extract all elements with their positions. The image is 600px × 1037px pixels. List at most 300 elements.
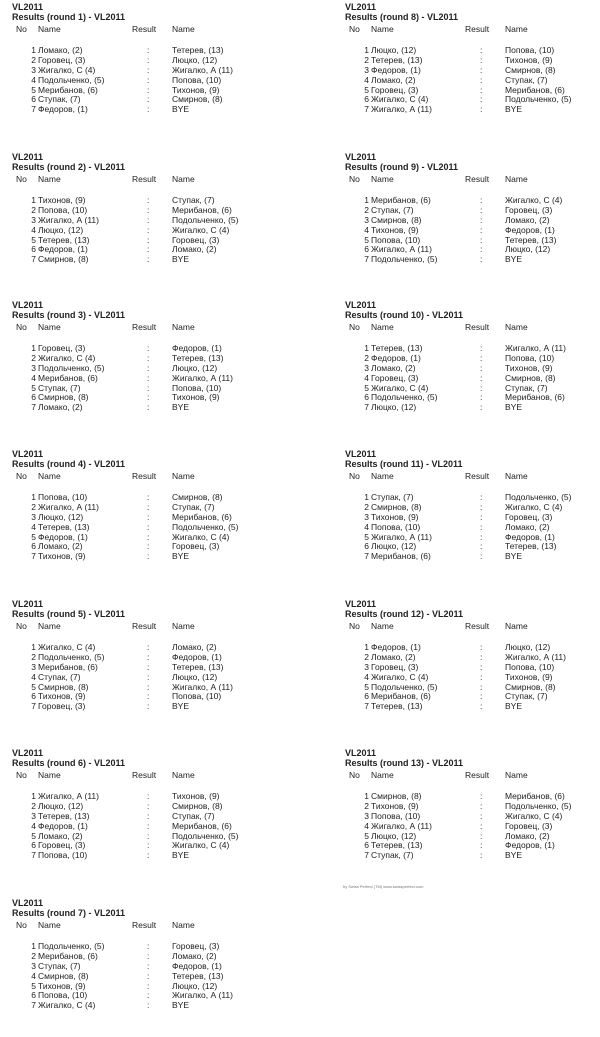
white-player: Люцко, (12) bbox=[38, 224, 84, 235]
black-player: Жигалко, С (4) bbox=[505, 195, 563, 205]
board-number: 2 bbox=[31, 204, 36, 215]
result-separator: : bbox=[147, 990, 150, 1001]
black-player: Ломако, (2) bbox=[172, 642, 217, 652]
white-player: Жигалко, С (4) bbox=[38, 352, 96, 363]
board-number: 6 bbox=[31, 244, 36, 255]
board-number: 1 bbox=[31, 45, 36, 55]
round-block bbox=[12, 152, 292, 265]
white-player: Горовец, (3) bbox=[38, 701, 86, 712]
result-separator: : bbox=[147, 362, 150, 373]
white-player: Ступак, (7) bbox=[371, 204, 414, 215]
header-name-2: Name bbox=[172, 24, 195, 34]
white-player: Смирнов, (8) bbox=[371, 214, 422, 225]
result-separator: : bbox=[480, 402, 483, 413]
black-player: Мерибанов, (6) bbox=[172, 511, 232, 522]
result-separator: : bbox=[480, 681, 483, 692]
white-player: Тихонов, (9) bbox=[38, 980, 86, 991]
white-player: Ломако, (2) bbox=[38, 830, 83, 841]
header-result: Result bbox=[132, 24, 157, 34]
white-player: Мерибанов, (6) bbox=[371, 195, 431, 205]
black-player: BYE bbox=[172, 104, 190, 115]
board-number: 3 bbox=[364, 64, 369, 75]
board-number: 5 bbox=[364, 830, 369, 841]
result-separator: : bbox=[480, 94, 483, 105]
result-separator: : bbox=[147, 392, 150, 403]
white-player: Смирнов, (8) bbox=[371, 791, 422, 801]
black-player: BYE bbox=[505, 701, 523, 712]
board-number: 4 bbox=[364, 372, 369, 383]
column-header bbox=[12, 172, 292, 196]
white-player: Горовец, (3) bbox=[38, 54, 86, 65]
board-number: 5 bbox=[364, 84, 369, 95]
round-title: Results (round 6) - VL2011 bbox=[12, 758, 126, 768]
result-separator: : bbox=[147, 64, 150, 75]
result-separator: : bbox=[147, 970, 150, 981]
board-number: 6 bbox=[364, 94, 369, 105]
black-player: Подольченко, (5) bbox=[505, 492, 572, 502]
result-separator: : bbox=[480, 195, 483, 205]
header-name: Name bbox=[371, 770, 394, 780]
board-number: 3 bbox=[31, 511, 36, 522]
event-name: VL2011 bbox=[345, 748, 377, 758]
result-separator: : bbox=[147, 840, 150, 851]
white-player: Тетерев, (13) bbox=[371, 343, 423, 353]
result-separator: : bbox=[147, 800, 150, 811]
header-name: Name bbox=[371, 24, 394, 34]
black-player: Тетерев, (13) bbox=[505, 234, 557, 245]
white-player: Люцко, (12) bbox=[38, 511, 84, 522]
result-separator: : bbox=[147, 941, 150, 951]
board-number: 6 bbox=[31, 94, 36, 105]
board-number: 5 bbox=[31, 531, 36, 542]
header-name-2: Name bbox=[505, 322, 528, 332]
white-player: Горовец, (3) bbox=[371, 372, 419, 383]
white-player: Тетерев, (13) bbox=[38, 810, 90, 821]
black-player: Подольченко, (5) bbox=[505, 94, 572, 105]
black-player: Жигалко, С (4) bbox=[505, 810, 563, 821]
header-no: No bbox=[349, 322, 360, 332]
black-player: BYE bbox=[172, 254, 190, 265]
white-player: Тихонов, (9) bbox=[371, 511, 419, 522]
white-player: Люцко, (12) bbox=[371, 830, 417, 841]
round-block bbox=[12, 449, 292, 562]
black-player: Тетерев, (13) bbox=[172, 661, 224, 672]
header-no: No bbox=[16, 621, 27, 631]
white-player: Люцко, (12) bbox=[38, 800, 84, 811]
column-header bbox=[345, 22, 600, 46]
header-no: No bbox=[349, 621, 360, 631]
board-number: 4 bbox=[364, 671, 369, 682]
white-player: Подольченко, (5) bbox=[371, 254, 438, 265]
event-name: VL2011 bbox=[12, 748, 44, 758]
board-number: 2 bbox=[364, 352, 369, 363]
result-separator: : bbox=[147, 661, 150, 672]
round-block bbox=[345, 449, 600, 562]
black-player: Мерибанов, (6) bbox=[505, 791, 565, 801]
result-separator: : bbox=[147, 45, 150, 55]
header-name: Name bbox=[38, 920, 61, 930]
black-player: Люцко, (12) bbox=[172, 54, 218, 65]
white-player: Тихонов, (9) bbox=[371, 224, 419, 235]
event-name: VL2011 bbox=[345, 599, 377, 609]
board-number: 6 bbox=[31, 691, 36, 702]
white-player: Тихонов, (9) bbox=[38, 551, 86, 562]
white-player: Ломако, (2) bbox=[371, 651, 416, 662]
black-player: Попова, (10) bbox=[505, 352, 555, 363]
column-header bbox=[345, 619, 600, 643]
board-number: 1 bbox=[364, 642, 369, 652]
white-player: Федоров, (1) bbox=[38, 820, 88, 831]
white-player: Смирнов, (8) bbox=[371, 501, 422, 512]
black-player: BYE bbox=[505, 104, 523, 115]
black-player: Мерибанов, (6) bbox=[505, 84, 565, 95]
result-separator: : bbox=[147, 492, 150, 502]
pairing-row bbox=[12, 403, 292, 413]
pairing-row bbox=[345, 851, 600, 861]
white-player: Жигалко, А (11) bbox=[371, 820, 432, 831]
result-separator: : bbox=[147, 244, 150, 255]
header-no: No bbox=[349, 174, 360, 184]
black-player: BYE bbox=[172, 1000, 190, 1011]
black-player: Жигалко, С (4) bbox=[505, 501, 563, 512]
header-no: No bbox=[16, 471, 27, 481]
result-separator: : bbox=[147, 352, 150, 363]
event-name: VL2011 bbox=[345, 2, 377, 12]
white-player: Мерибанов, (6) bbox=[371, 551, 431, 562]
board-number: 1 bbox=[364, 492, 369, 502]
board-number: 4 bbox=[364, 820, 369, 831]
pairing-row bbox=[345, 255, 600, 265]
round-block bbox=[345, 748, 600, 861]
result-separator: : bbox=[147, 691, 150, 702]
black-player: Смирнов, (8) bbox=[172, 94, 223, 105]
header-name: Name bbox=[38, 471, 61, 481]
white-player: Попова, (10) bbox=[38, 492, 88, 502]
black-player: Ступак, (7) bbox=[172, 501, 215, 512]
column-header bbox=[345, 172, 600, 196]
white-player: Горовец, (3) bbox=[371, 84, 419, 95]
white-player: Тетерев, (13) bbox=[371, 840, 423, 851]
round-block bbox=[12, 898, 292, 1011]
board-number: 4 bbox=[31, 820, 36, 831]
black-player: Горовец, (3) bbox=[505, 511, 553, 522]
header-no: No bbox=[16, 24, 27, 34]
pairing-row bbox=[345, 105, 600, 115]
white-player: Люцко, (12) bbox=[371, 541, 417, 552]
event-name: VL2011 bbox=[12, 2, 44, 12]
black-player: Попова, (10) bbox=[505, 661, 555, 672]
black-player: Попова, (10) bbox=[172, 691, 222, 702]
header-name-2: Name bbox=[172, 174, 195, 184]
black-player: Жигалко, С (4) bbox=[172, 531, 230, 542]
white-player: Жигалко, С (4) bbox=[371, 94, 429, 105]
board-number: 3 bbox=[31, 810, 36, 821]
result-separator: : bbox=[480, 54, 483, 65]
white-player: Мерибанов, (6) bbox=[38, 84, 98, 95]
result-separator: : bbox=[147, 74, 150, 85]
result-separator: : bbox=[480, 820, 483, 831]
white-player: Мерибанов, (6) bbox=[38, 661, 98, 672]
pairing-row bbox=[345, 403, 600, 413]
column-header bbox=[12, 918, 292, 942]
header-result: Result bbox=[132, 471, 157, 481]
result-separator: : bbox=[480, 800, 483, 811]
result-separator: : bbox=[480, 642, 483, 652]
board-number: 6 bbox=[31, 990, 36, 1001]
board-number: 4 bbox=[31, 224, 36, 235]
result-separator: : bbox=[480, 372, 483, 383]
result-separator: : bbox=[147, 511, 150, 522]
header-result: Result bbox=[465, 770, 490, 780]
board-number: 6 bbox=[364, 691, 369, 702]
board-number: 2 bbox=[31, 950, 36, 961]
header-name: Name bbox=[371, 621, 394, 631]
result-separator: : bbox=[147, 382, 150, 393]
result-separator: : bbox=[480, 671, 483, 682]
result-separator: : bbox=[480, 541, 483, 552]
white-player: Жигалко, С (4) bbox=[371, 382, 429, 393]
white-player: Жигалко, А (11) bbox=[38, 214, 99, 225]
header-name-2: Name bbox=[172, 770, 195, 780]
result-separator: : bbox=[480, 810, 483, 821]
white-player: Смирнов, (8) bbox=[38, 392, 89, 403]
black-player: Федоров, (1) bbox=[505, 224, 555, 235]
black-player: Люцко, (12) bbox=[172, 980, 218, 991]
pairing-row bbox=[345, 702, 600, 712]
round-block bbox=[12, 2, 292, 115]
black-player: Смирнов, (8) bbox=[505, 681, 556, 692]
header-result: Result bbox=[132, 322, 157, 332]
round-block bbox=[345, 599, 600, 712]
result-separator: : bbox=[480, 531, 483, 542]
black-player: Тетерев, (13) bbox=[505, 541, 557, 552]
white-player: Горовец, (3) bbox=[38, 343, 86, 353]
round-block bbox=[12, 300, 292, 413]
result-separator: : bbox=[480, 254, 483, 265]
white-player: Подольченко, (5) bbox=[371, 681, 438, 692]
white-player: Тетерев, (13) bbox=[38, 521, 90, 532]
white-player: Мерибанов, (6) bbox=[371, 691, 431, 702]
black-player: Ломако, (2) bbox=[505, 521, 550, 532]
board-number: 1 bbox=[31, 791, 36, 801]
board-number: 4 bbox=[364, 74, 369, 85]
white-player: Тетерев, (13) bbox=[38, 234, 90, 245]
column-header bbox=[12, 22, 292, 46]
board-number: 5 bbox=[31, 830, 36, 841]
black-player: Федоров, (1) bbox=[172, 960, 222, 971]
round-title: Results (round 5) - VL2011 bbox=[12, 609, 126, 619]
black-player: Ломако, (2) bbox=[505, 830, 550, 841]
white-player: Жигалко, А (11) bbox=[38, 791, 99, 801]
result-separator: : bbox=[480, 830, 483, 841]
board-number: 7 bbox=[364, 402, 369, 413]
white-player: Горовец, (3) bbox=[371, 661, 419, 672]
white-player: Жигалко, С (4) bbox=[38, 64, 96, 75]
pairing-row bbox=[12, 702, 292, 712]
pairing-row bbox=[12, 851, 292, 861]
board-number: 6 bbox=[364, 244, 369, 255]
white-player: Мерибанов, (6) bbox=[38, 950, 98, 961]
header-name: Name bbox=[371, 471, 394, 481]
event-name: VL2011 bbox=[345, 449, 377, 459]
round-title: Results (round 11) - VL2011 bbox=[345, 459, 463, 469]
result-separator: : bbox=[480, 501, 483, 512]
white-player: Попова, (10) bbox=[38, 204, 88, 215]
result-separator: : bbox=[480, 45, 483, 55]
result-separator: : bbox=[147, 681, 150, 692]
board-number: 4 bbox=[364, 224, 369, 235]
board-number: 1 bbox=[31, 343, 36, 353]
column-header bbox=[12, 768, 292, 792]
board-number: 2 bbox=[364, 501, 369, 512]
result-separator: : bbox=[147, 402, 150, 413]
white-player: Жигалко, А (11) bbox=[371, 244, 432, 255]
black-player: Ступак, (7) bbox=[172, 195, 215, 205]
header-result: Result bbox=[132, 621, 157, 631]
column-header bbox=[345, 320, 600, 344]
round-title: Results (round 12) - VL2011 bbox=[345, 609, 464, 619]
white-player: Федоров, (1) bbox=[371, 352, 421, 363]
white-player: Подольченко, (5) bbox=[38, 941, 105, 951]
black-player: Федоров, (1) bbox=[172, 343, 222, 353]
board-number: 1 bbox=[364, 195, 369, 205]
result-separator: : bbox=[147, 551, 150, 562]
white-player: Федоров, (1) bbox=[371, 64, 421, 75]
white-player: Федоров, (1) bbox=[38, 104, 88, 115]
result-separator: : bbox=[480, 244, 483, 255]
black-player: Тихонов, (9) bbox=[172, 392, 220, 403]
board-number: 2 bbox=[31, 501, 36, 512]
black-player: Смирнов, (8) bbox=[172, 800, 223, 811]
round-title: Results (round 1) - VL2011 bbox=[12, 12, 126, 22]
black-player: BYE bbox=[505, 551, 523, 562]
header-no: No bbox=[16, 322, 27, 332]
board-number: 3 bbox=[31, 960, 36, 971]
result-separator: : bbox=[480, 691, 483, 702]
column-header bbox=[12, 619, 292, 643]
board-number: 7 bbox=[31, 551, 36, 562]
event-name: VL2011 bbox=[12, 449, 44, 459]
result-separator: : bbox=[147, 343, 150, 353]
result-separator: : bbox=[147, 234, 150, 245]
black-player: Мерибанов, (6) bbox=[172, 204, 232, 215]
board-number: 2 bbox=[31, 651, 36, 662]
board-number: 1 bbox=[31, 492, 36, 502]
board-number: 5 bbox=[364, 681, 369, 692]
white-player: Горовец, (3) bbox=[38, 840, 86, 851]
result-separator: : bbox=[147, 950, 150, 961]
header-name: Name bbox=[38, 322, 61, 332]
white-player: Смирнов, (8) bbox=[38, 254, 89, 265]
black-player: Горовец, (3) bbox=[172, 941, 220, 951]
column-header bbox=[345, 768, 600, 792]
result-separator: : bbox=[147, 214, 150, 225]
result-separator: : bbox=[147, 254, 150, 265]
result-separator: : bbox=[480, 234, 483, 245]
board-number: 6 bbox=[31, 840, 36, 851]
header-result: Result bbox=[132, 770, 157, 780]
result-separator: : bbox=[147, 104, 150, 115]
white-player: Подольченко, (5) bbox=[38, 651, 105, 662]
black-player: Тихонов, (9) bbox=[505, 54, 553, 65]
white-player: Подольченко, (5) bbox=[38, 74, 105, 85]
white-player: Тихонов, (9) bbox=[371, 800, 419, 811]
result-separator: : bbox=[480, 850, 483, 861]
board-number: 4 bbox=[31, 671, 36, 682]
black-player: Горовец, (3) bbox=[172, 541, 220, 552]
round-block bbox=[345, 2, 600, 115]
board-number: 2 bbox=[31, 800, 36, 811]
black-player: Жигалко, С (4) bbox=[172, 224, 230, 235]
result-separator: : bbox=[147, 521, 150, 532]
board-number: 4 bbox=[31, 970, 36, 981]
black-player: Ступак, (7) bbox=[505, 74, 548, 85]
white-player: Ступак, (7) bbox=[38, 671, 81, 682]
black-player: Тихонов, (9) bbox=[172, 791, 220, 801]
board-number: 6 bbox=[364, 392, 369, 403]
board-number: 7 bbox=[31, 104, 36, 115]
header-name-2: Name bbox=[172, 471, 195, 481]
board-number: 5 bbox=[31, 234, 36, 245]
board-number: 3 bbox=[31, 362, 36, 373]
white-player: Ступак, (7) bbox=[38, 382, 81, 393]
result-separator: : bbox=[147, 531, 150, 542]
result-separator: : bbox=[480, 382, 483, 393]
white-player: Жигалко, С (4) bbox=[38, 1000, 96, 1011]
round-title: Results (round 13) - VL2011 bbox=[345, 758, 464, 768]
result-separator: : bbox=[147, 224, 150, 235]
round-title: Results (round 8) - VL2011 bbox=[345, 12, 459, 22]
black-player: Мерибанов, (6) bbox=[172, 820, 232, 831]
board-number: 3 bbox=[31, 661, 36, 672]
board-number: 6 bbox=[31, 392, 36, 403]
header-name-2: Name bbox=[172, 621, 195, 631]
result-separator: : bbox=[147, 980, 150, 991]
pairing-row bbox=[12, 1001, 292, 1011]
board-number: 3 bbox=[364, 511, 369, 522]
header-name: Name bbox=[371, 322, 394, 332]
white-player: Жигалко, С (4) bbox=[38, 642, 96, 652]
black-player: BYE bbox=[172, 402, 190, 413]
header-name-2: Name bbox=[505, 24, 528, 34]
white-player: Ступак, (7) bbox=[38, 960, 81, 971]
board-number: 5 bbox=[364, 234, 369, 245]
board-number: 3 bbox=[31, 64, 36, 75]
black-player: BYE bbox=[172, 850, 190, 861]
black-player: Жигалко, А (11) bbox=[505, 651, 566, 662]
black-player: Жигалко, С (4) bbox=[172, 840, 230, 851]
round-title: Results (round 9) - VL2011 bbox=[345, 162, 459, 172]
round-title: Results (round 2) - VL2011 bbox=[12, 162, 126, 172]
header-name: Name bbox=[38, 174, 61, 184]
pairing-row bbox=[12, 105, 292, 115]
black-player: Люцко, (12) bbox=[505, 642, 551, 652]
board-number: 5 bbox=[364, 531, 369, 542]
white-player: Попова, (10) bbox=[371, 810, 421, 821]
white-player: Смирнов, (8) bbox=[38, 681, 89, 692]
result-separator: : bbox=[147, 54, 150, 65]
header-result: Result bbox=[465, 621, 490, 631]
black-player: Ступак, (7) bbox=[505, 382, 548, 393]
white-player: Жигалко, А (11) bbox=[38, 501, 99, 512]
column-header bbox=[12, 320, 292, 344]
black-player: Тихонов, (9) bbox=[172, 84, 220, 95]
board-number: 1 bbox=[31, 195, 36, 205]
board-number: 1 bbox=[31, 642, 36, 652]
result-separator: : bbox=[480, 343, 483, 353]
white-player: Тихонов, (9) bbox=[38, 195, 86, 205]
event-name: VL2011 bbox=[12, 300, 44, 310]
